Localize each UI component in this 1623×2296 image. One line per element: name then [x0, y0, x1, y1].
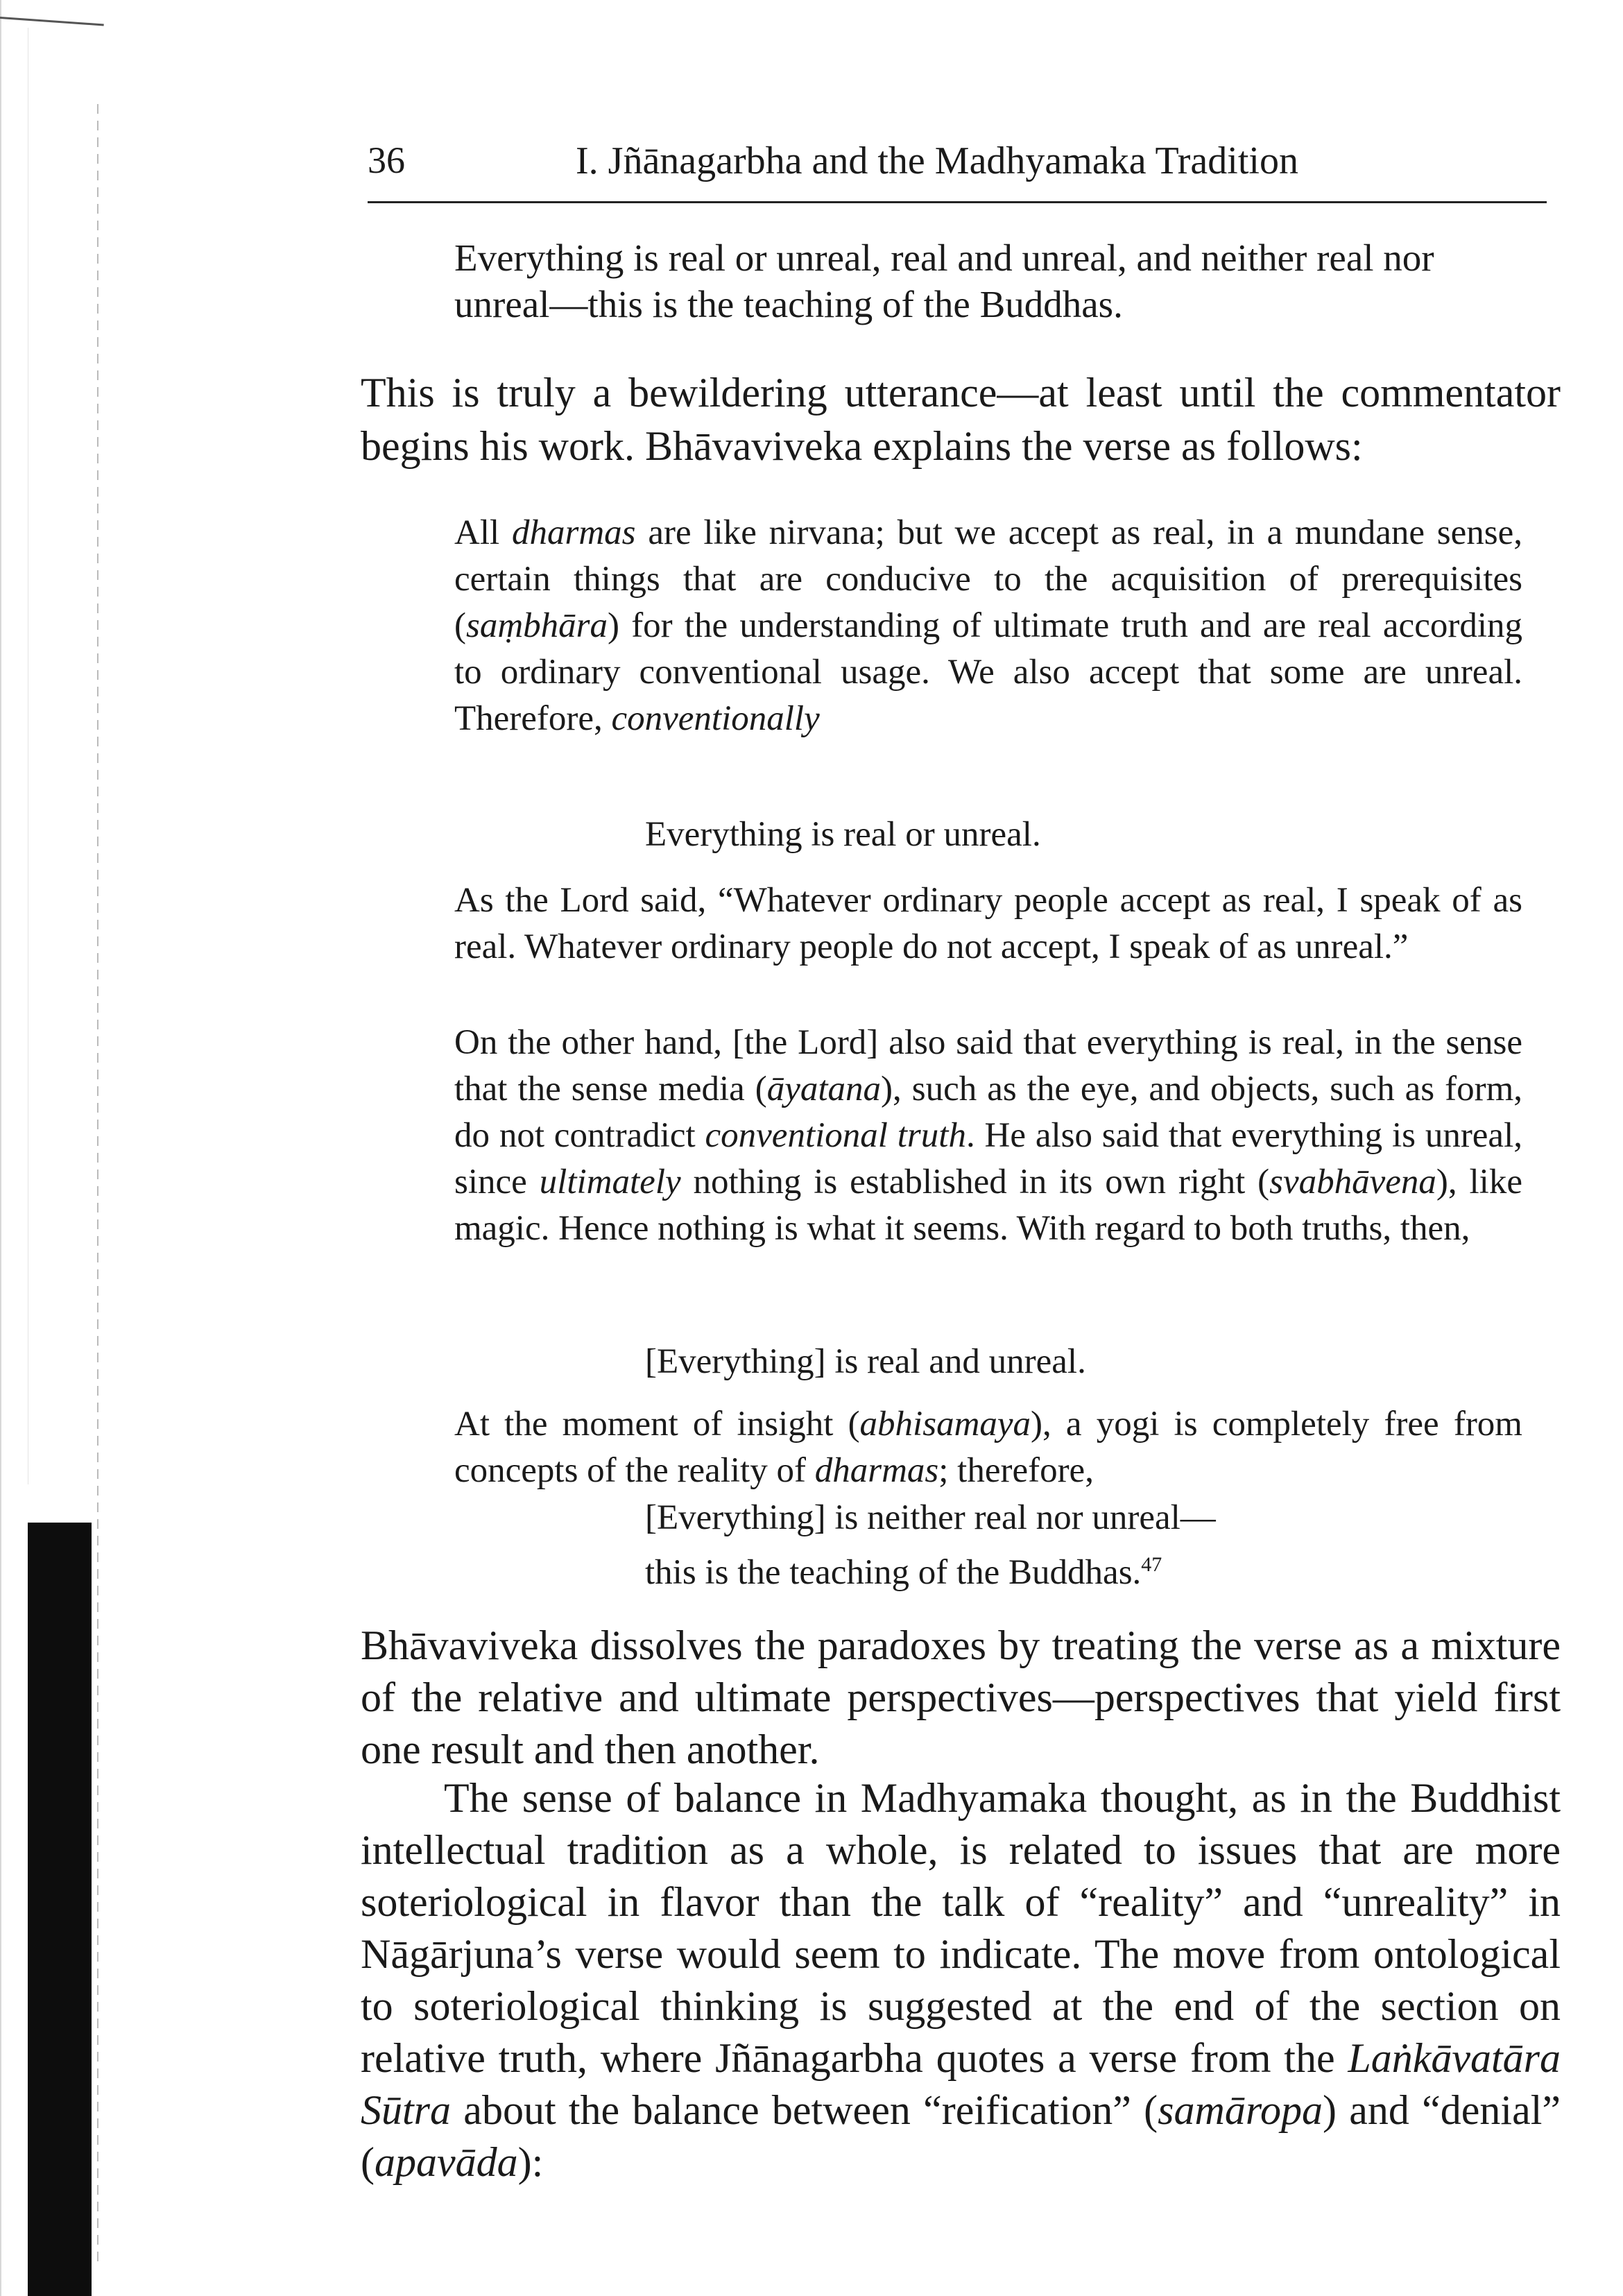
running-header: [368, 139, 1547, 194]
page-number: 36: [368, 139, 405, 181]
block-quote-lord-said: As the Lord said, “Whatever ordinary people accept as real, I speak of as real. Whatever ordinary people do not accept, I speak of as unreal.”: [454, 881, 1522, 966]
verse-real-and-unreal: [Everything] is real and unreal.: [645, 1342, 1086, 1381]
header-rule: [368, 201, 1547, 203]
scan-black-bar: [28, 1523, 92, 2296]
paragraph-balance: The sense of balance in Madhyamaka thought, as in the Buddhist intellectual tradition as a whole, is related to issues that are more soteriological in flavor than the talk of “reality” and “unreality” in Nāgārjuna’s verse would seem to indicate. The move from ontological to soteriological thinking is suggested at the end of the section on relative truth, where Jñānagarbha quotes a verse from the Laṅkāvatāra Sūtra about the balance between “reification” (samāropa) and “denial” (apavāda):: [361, 1775, 1561, 2185]
opening-verse-quote: Everything is real or unreal, real and unreal, and neither real nor unreal—this is the teaching of the Buddhas.: [454, 237, 1434, 325]
verse-real-or-unreal: Everything is real or unreal.: [645, 815, 1041, 854]
verse-neither-real-nor-unreal: [Everything] is neither real nor unreal— this is the teaching of the Buddhas.$^{47}$: [645, 1498, 1216, 1592]
footnote-ref: 47: [1141, 1553, 1162, 1576]
running-title: I. Jñānagarbha and the Madhyamaka Tradition: [576, 139, 1298, 182]
block-quote-other-hand: On the other hand, [the Lord] also said that everything is real, in the sense that the sense media (āyatana), such as the eye, and objects, such as form, do not contradict conventional truth. He also said that everything is unreal, since ultimately nothing is established in its own right (svabhāvena), like magic. Hence nothing is what it seems. With regard to both truths, then,: [454, 1023, 1523, 1248]
scan-corner-mark: [0, 17, 104, 26]
block-quote-dharmas: All dharmas are like nirvana; but we accept as real, in a mundane sense, certain things that are conducive to the acquisition of prerequisites (saṃbhāra) for the understanding of ultimate truth and are real according to ordinary conventional usage. We also accept that some are unreal. Therefore, conventionally: [454, 513, 1522, 738]
scan-edge-line: [0, 0, 1, 2296]
scan-gutter-shadow: [97, 104, 98, 2268]
paragraph-dissolves: Bhāvaviveka dissolves the paradoxes by treating the verse as a mixture of the relative and ultimate perspectives—perspectives that yield first one result and then another.: [361, 1622, 1561, 1772]
paragraph-intro: This is truly a bewildering utterance—at least until the commentator begins his work. Bhāvaviveka explains the verse as follows:: [361, 370, 1561, 469]
block-quote-insight: At the moment of insight (abhisamaya), a yogi is completely free from concepts of the reality of dharmas; therefore,: [454, 1405, 1522, 1490]
